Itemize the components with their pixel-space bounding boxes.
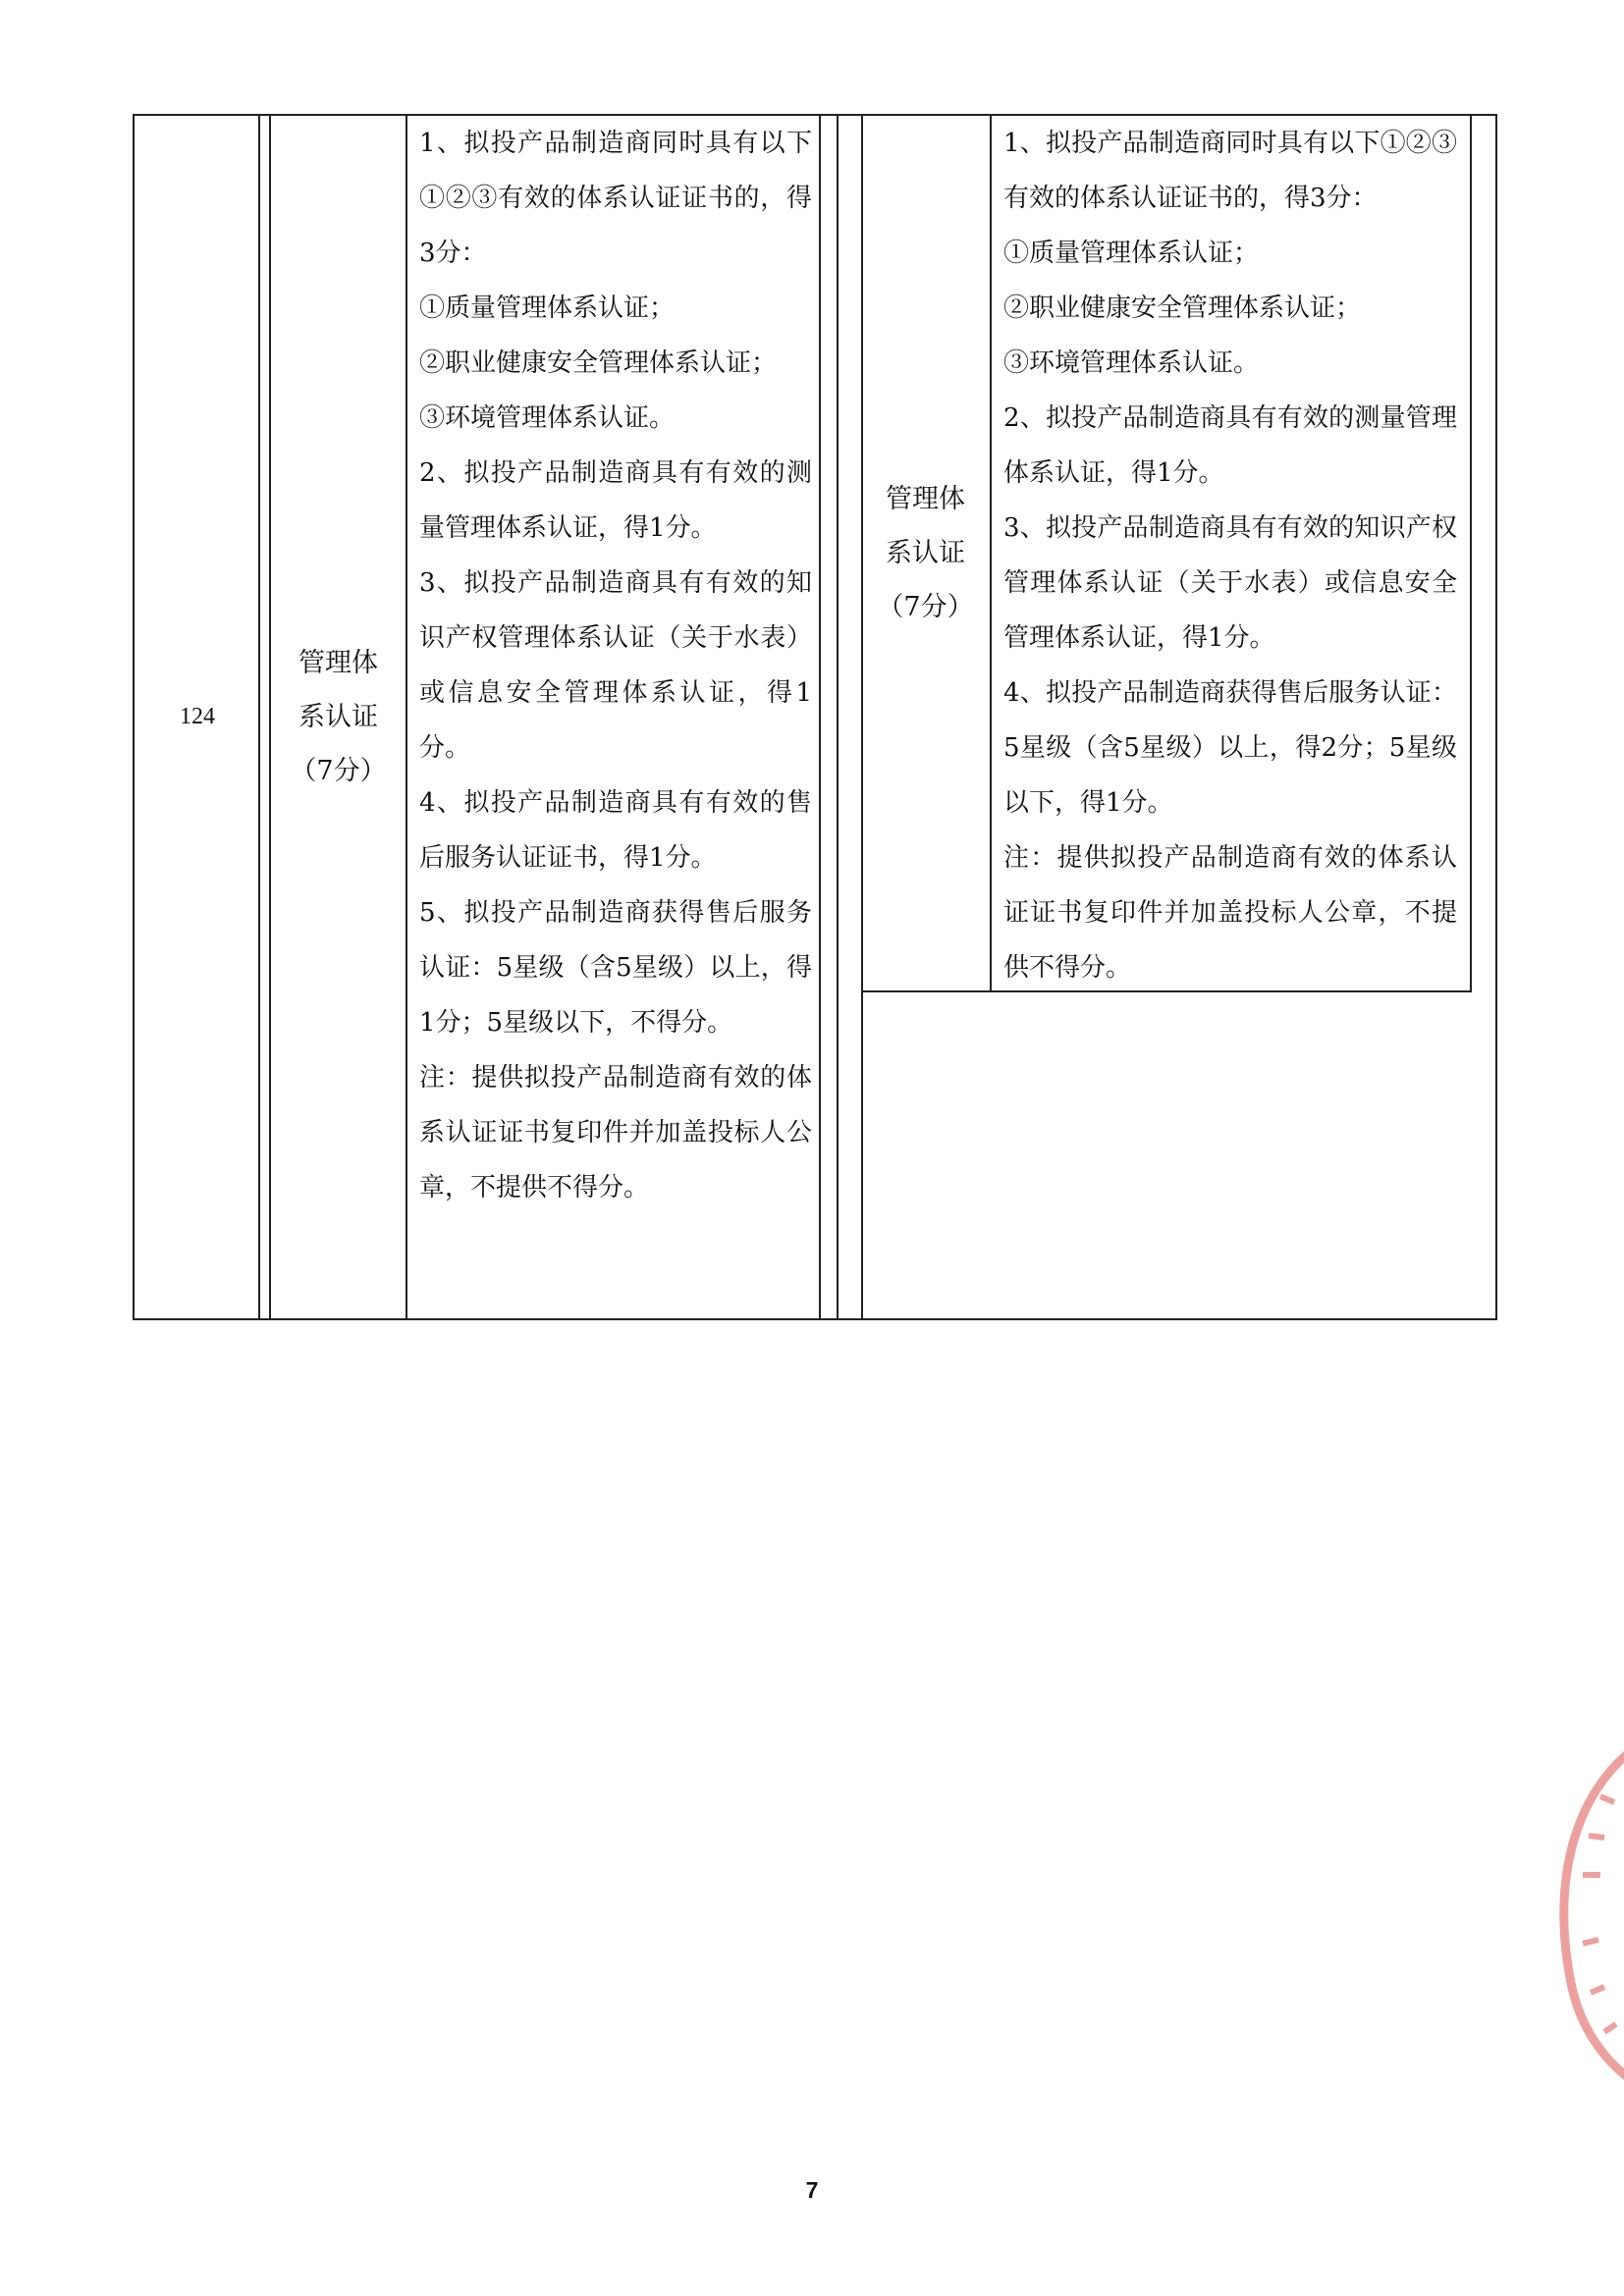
table-divider [269, 116, 271, 1318]
comparison-paragraph: ②职业健康安全管理体系认证； [1003, 294, 1362, 323]
table-divider [819, 116, 821, 1318]
comparison-paragraph: 1、拟投产品制造商同时具有以下①②③有效的体系认证证书的，得3分： [1003, 129, 1457, 213]
category-cell [272, 116, 405, 1318]
comparison-paragraph: ①质量管理体系认证； [1003, 239, 1260, 268]
criteria-paragraph: ②职业健康安全管理体系认证； [419, 348, 778, 378]
category-line: 管理体 [298, 648, 378, 678]
red-seal-stamp-icon [1532, 1728, 1624, 2101]
criteria-paragraph: 2、拟投产品制造商具有有效的测量管理体系认证，得1分。 [419, 458, 812, 543]
category-label [285, 636, 393, 798]
comparison-paragraph: 2、拟投产品制造商具有有效的测量管理体系认证，得1分。 [1003, 403, 1457, 488]
category-line: （7分） [877, 592, 974, 622]
category-line: 管理体 [886, 484, 965, 514]
comparison-category-label [872, 472, 980, 634]
category-line: 系认证 [886, 538, 965, 568]
category-line: （7分） [290, 756, 387, 786]
page-number: 7 [805, 2177, 819, 2203]
criteria-paragraph: 3、拟投产品制造商具有有效的知识产权管理体系认证（关于水表）或信息安全管理体系认证，得1分。 [419, 568, 812, 763]
criteria-paragraph: 注：提供拟投产品制造商有效的体系认证证书复印件并加盖投标人公章，不提供不得分。 [419, 1063, 812, 1202]
row-number: 124 [180, 704, 215, 729]
table-divider [406, 116, 407, 1318]
comparison-criteria-cell [1003, 116, 1457, 995]
comparison-paragraph: 4、拟投产品制造商获得售后服务认证：5星级（含5星级）以上，得2分；5星级以下，得1分。 [1003, 678, 1457, 818]
category-line: 系认证 [298, 702, 378, 732]
scoring-table [133, 114, 1497, 1320]
comparison-paragraph: 3、拟投产品制造商具有有效的知识产权管理体系认证（关于水表）或信息安全管理体系认证，得1分。 [1003, 513, 1457, 653]
comparison-paragraph: ③环境管理体系认证。 [1003, 348, 1260, 378]
table-divider [837, 116, 839, 1318]
criteria-paragraph: 5、拟投产品制造商获得售后服务认证：5星级（含5星级）以上，得1分；5星级以下，不得分。 [419, 898, 812, 1038]
criteria-paragraph: 4、拟投产品制造商具有有效的售后服务认证证书，得1分。 [419, 788, 812, 873]
criteria-cell [419, 116, 812, 1318]
comparison-paragraph: 注：提供拟投产品制造商有效的体系认证证书复印件并加盖投标人公章，不提供不得分。 [1003, 843, 1457, 983]
comparison-category-cell [861, 116, 992, 990]
criteria-paragraph: 1、拟投产品制造商同时具有以下①②③有效的体系认证证书的，得3分： [419, 129, 812, 268]
criteria-paragraph: ③环境管理体系认证。 [419, 403, 676, 433]
criteria-paragraph: ①质量管理体系认证； [419, 294, 676, 323]
comparison-table [861, 116, 1472, 992]
